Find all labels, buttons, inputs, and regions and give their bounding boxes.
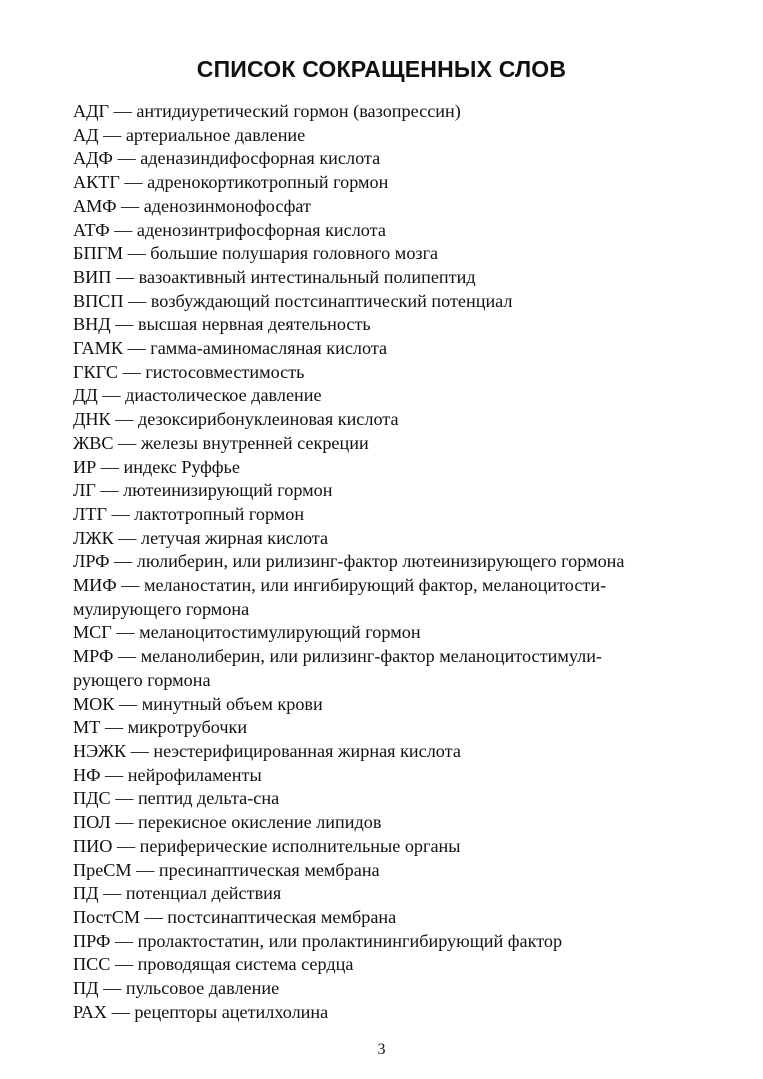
list-item-line: рующего гормона bbox=[73, 669, 211, 690]
abbreviation-list bbox=[73, 100, 690, 1024]
page-number: 3 bbox=[377, 1041, 386, 1058]
list-item bbox=[73, 574, 690, 621]
list-item-line: МРФ — меланолиберин, или рилизинг-фактор меланоцитостимули- bbox=[73, 646, 602, 667]
list-item: ВПСП — возбуждающий постсинаптический потенциал bbox=[73, 290, 513, 311]
list-item: ПреСМ — пресинаптическая мембрана bbox=[73, 859, 380, 880]
list-item-line: мулирующего гормона bbox=[73, 598, 250, 619]
list-item: ПОЛ — перекисное окисление липидов bbox=[73, 812, 382, 833]
list-item: АДГ — антидиуретический гормон (вазопрессин) bbox=[73, 101, 461, 121]
list-item: МСГ — меланоцитостимулирующий гормон bbox=[73, 622, 421, 643]
list-item: ГАМК — гамма-аминомасляная кислота bbox=[73, 338, 388, 359]
list-item: ЛРФ — люлиберин, или рилизинг-фактор лютеинизирующего гормона bbox=[73, 551, 625, 572]
list-item: ВИП — вазоактивный интестинальный полипептид bbox=[73, 266, 476, 287]
list-item: ПРФ — пролактостатин, или пролактинингибирующий фактор bbox=[73, 930, 563, 951]
list-item: ЛТГ — лактотропный гормон bbox=[73, 503, 305, 524]
list-item: АТФ — аденозинтрифосфорная кислота bbox=[73, 219, 386, 240]
list-item: ЛЖК — летучая жирная кислота bbox=[73, 527, 329, 548]
list-item: АМФ — аденозинмонофосфат bbox=[73, 195, 311, 216]
list-item: ВНД — высшая нервная деятельность bbox=[73, 314, 371, 335]
list-item: АДФ — аденазиндифосфорная кислота bbox=[73, 148, 381, 169]
list-item: ЖВС — железы внутренней секреции bbox=[73, 432, 369, 453]
list-item: ИР — индекс Руффье bbox=[73, 456, 240, 477]
list-item-line: МИФ — меланостатин, или ингибирующий фактор, меланоцитости- bbox=[73, 575, 607, 596]
list-item: АКТГ — адренокортикотропный гормон bbox=[73, 172, 389, 193]
list-item: ДНК — дезоксирибонуклеиновая кислота bbox=[73, 409, 399, 430]
page-title: СПИСОК СОКРАЩЕННЫХ СЛОВ bbox=[196, 56, 567, 82]
list-item: ПД — пульсовое давление bbox=[73, 978, 280, 999]
list-item: АД — артериальное давление bbox=[73, 124, 306, 145]
list-item: МТ — микротрубочки bbox=[73, 717, 248, 738]
list-item: ПИО — периферические исполнительные органы bbox=[73, 835, 461, 856]
list-item: МОК — минутный объем крови bbox=[73, 693, 323, 714]
list-item: НЭЖК — неэстерифицированная жирная кислота bbox=[73, 740, 461, 761]
list-item: ПД — потенциал действия bbox=[73, 883, 282, 904]
list-item: ПостСМ — постсинаптическая мембрана bbox=[73, 906, 397, 927]
list-item: ГКГС — гистосовместимость bbox=[73, 361, 305, 382]
list-item: РАХ — рецепторы ацетилхолина bbox=[73, 1001, 329, 1022]
list-item: БПГМ — большие полушария головного мозга bbox=[73, 243, 439, 264]
list-item: ПСС — проводящая система сердца bbox=[73, 954, 354, 975]
list-item: НФ — нейрофиламенты bbox=[73, 764, 262, 785]
list-item: ПДС — пептид дельта-сна bbox=[73, 788, 280, 809]
list-item: ДД — диастолическое давление bbox=[73, 385, 322, 406]
list-item: ЛГ — лютеинизирующий гормон bbox=[73, 480, 333, 501]
list-item bbox=[73, 645, 690, 692]
